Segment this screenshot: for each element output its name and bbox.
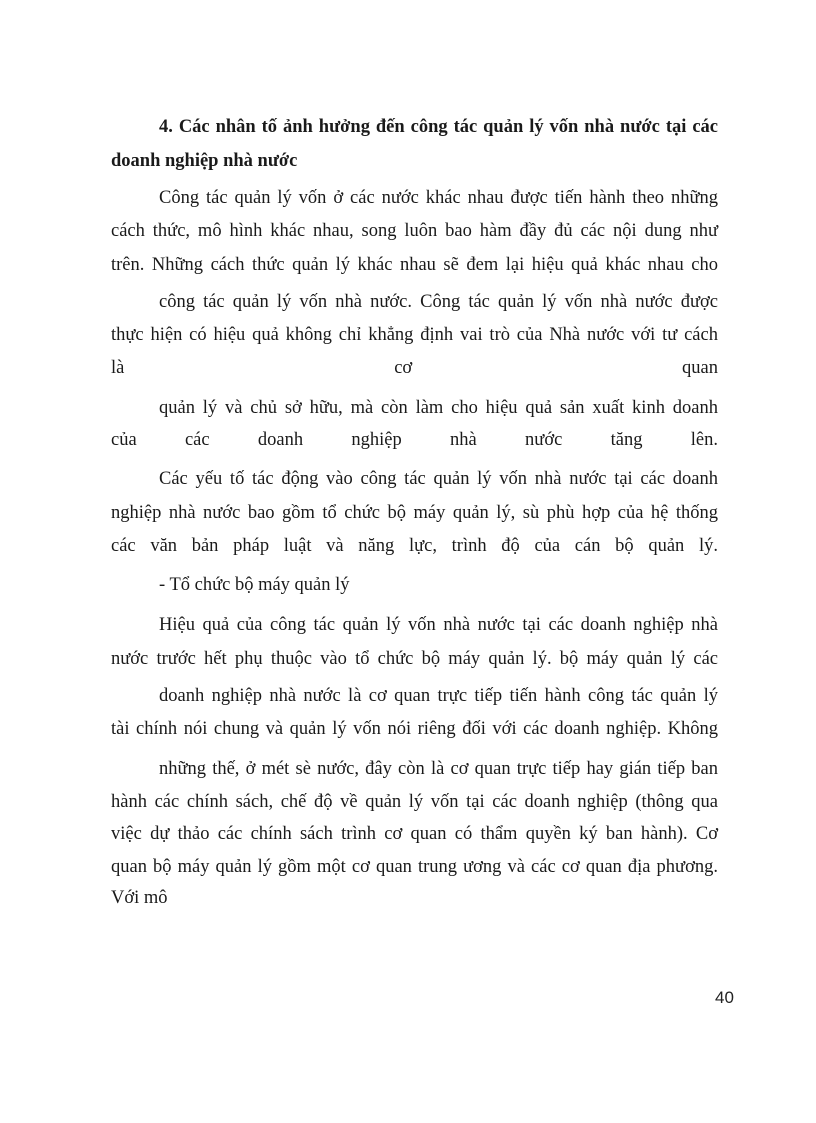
body-line: Hiệu quả của công tác quản lý vốn nhà nước tại các doanh nghiệp nhà <box>159 615 718 635</box>
body-line: hành các chính sách, chế độ về quản lý vốn tại các doanh nghiệp (thông qua <box>111 792 718 812</box>
body-line: quan bộ máy quản lý gồm một cơ quan trung ương và các cơ quan địa phương. <box>111 857 718 877</box>
body-line: trên. Những cách thức quản lý khác nhau sẽ đem lại hiệu quả khác nhau cho <box>111 255 718 275</box>
body-line: Với mô <box>111 888 168 908</box>
body-line: doanh nghiệp nhà nước là cơ quan trực tiếp tiến hành công tác quản lý <box>159 686 718 706</box>
body-line: Các yếu tố tác động vào công tác quản lý vốn nhà nước tại các doanh <box>159 469 718 489</box>
body-line: tài chính nói chung và quản lý vốn nói riêng đối với các doanh nghiệp. Không <box>111 719 718 739</box>
section-heading-line-2: doanh nghiệp nhà nước <box>111 151 298 171</box>
body-line: nghiệp nhà nước bao gồm tổ chức bộ máy quản lý, sù phù hợp của hệ thống <box>111 503 718 523</box>
subheading-org-structure: - Tổ chức bộ máy quản lý <box>159 575 350 595</box>
section-heading-line-1: 4. Các nhân tố ảnh hưởng đến công tác quản lý vốn nhà nước tại các <box>159 117 718 137</box>
body-line: quản lý và chủ sở hữu, mà còn làm cho hiệu quả sản xuất kinh doanh <box>159 398 718 418</box>
body-line: Công tác quản lý vốn ở các nước khác nhau được tiến hành theo những <box>159 188 718 208</box>
body-line: nước trước hết phụ thuộc vào tổ chức bộ máy quản lý. bộ máy quản lý các <box>111 649 718 669</box>
body-line: công tác quản lý vốn nhà nước. Công tác quản lý vốn nhà nước được <box>159 292 718 312</box>
body-line: những thế, ở mét sè nước, đây còn là cơ quan trực tiếp hay gián tiếp ban <box>159 759 718 779</box>
page-number: 40 <box>715 988 734 1007</box>
body-line: của các doanh nghiệp nhà nước tăng lên. <box>111 430 718 450</box>
body-line: thực hiện có hiệu quả không chỉ khẳng định vai trò của Nhà nước với tư cách <box>111 325 718 345</box>
body-line: việc dự thảo các chính sách trình cơ quan có thẩm quyền ký ban hành). Cơ <box>111 824 718 844</box>
body-line: các văn bản pháp luật và năng lực, trình độ của cán bộ quản lý. <box>111 536 718 556</box>
body-line: cách thức, mô hình khác nhau, song luôn bao hàm đầy đủ các nội dung như <box>111 221 718 241</box>
body-line: là cơ quan <box>111 358 718 378</box>
